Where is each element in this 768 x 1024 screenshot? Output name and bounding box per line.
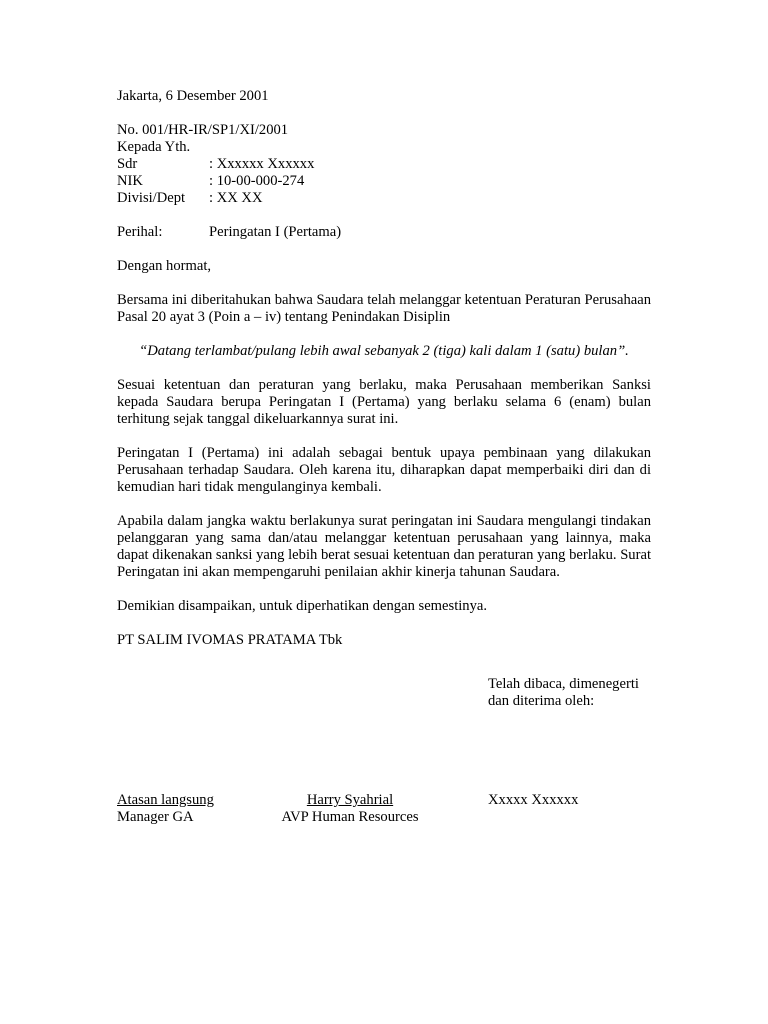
signatory-hr <box>275 792 425 826</box>
field-label: Divisi/Dept <box>117 190 186 206</box>
subject-label: Perihal: <box>117 224 163 240</box>
acknowledgement-block <box>488 676 668 710</box>
acknowledgement-line: dan diterima oleh: <box>488 693 595 709</box>
letter-number: No. 001/HR-IR/SP1/XI/2001 <box>117 122 289 138</box>
paragraph-guidance: Peringatan I (Pertama) ini adalah sebagai bentuk upaya pembinaan yang dilakukan Perusahaan terhadap Saudara. Oleh karena itu, diharapkan dapat memperbaiki diri dan di kemudian hari tidak mengulanginya kembali. <box>117 445 651 495</box>
paragraph-consequence: Apabila dalam jangka waktu berlakunya surat peringatan ini Saudara mengulangi tindakan pelanggaran yang sama dan/atau melanggar ketentuan perusahaan yang lainnya, maka dapat dikenakan sanksi yang lebih berat sesuai ketentuan dan peraturan yang berlaku. Surat Peringatan ini akan mempengaruhi penilaian akhir kinerja tahunan Saudara. <box>117 513 651 580</box>
signatory-supervisor <box>117 792 214 826</box>
signatory-position <box>488 809 578 826</box>
letter-page <box>117 88 651 825</box>
field-label: NIK <box>117 173 143 189</box>
signatory-name: Harry Syahrial <box>306 792 394 808</box>
letter-date: Jakarta, 6 Desember 2001 <box>117 88 269 104</box>
closing-line: Demikian disampaikan, untuk diperhatikan dengan semestinya. <box>117 598 488 614</box>
field-value: : Xxxxxx Xxxxxx <box>209 156 315 172</box>
signatory-name: Xxxxx Xxxxxx <box>488 792 579 808</box>
signatory-position: Manager GA <box>117 809 194 825</box>
paragraph-violation: Bersama ini diberitahukan bahwa Saudara telah melanggar ketentuan Peraturan Perusahaan Pasal 20 ayat 3 (Poin a – iv) tentang Penindakan Disiplin <box>117 292 651 325</box>
greeting: Dengan hormat, <box>117 258 212 274</box>
field-value: : 10-00-000-274 <box>209 173 305 189</box>
signatory-employee <box>488 792 578 826</box>
signatory-position: AVP Human Resources <box>281 809 419 825</box>
recipient-heading: Kepada Yth. <box>117 139 191 155</box>
paragraph-sanction: Sesuai ketentuan dan peraturan yang berlaku, maka Perusahaan memberikan Sanksi kepada Saudara berupa Peringatan I (Pertama) yang berlaku selama 6 (enam) bulan terhitung sejak tanggal dikeluarkannya surat ini. <box>117 377 651 427</box>
subject-row <box>117 224 651 241</box>
violation-quote: “Datang terlambat/pulang lebih awal sebanyak 2 (tiga) kali dalam 1 (satu) bulan”. <box>139 343 629 359</box>
signatory-name: Atasan langsung <box>117 792 214 808</box>
company-name: PT SALIM IVOMAS PRATAMA Tbk <box>117 632 343 648</box>
subject-value: Peringatan I (Pertama) <box>209 224 342 240</box>
acknowledgement-line: Telah dibaca, dimenegerti <box>488 676 639 692</box>
recipient-nik-row <box>117 173 651 190</box>
recipient-name-row <box>117 156 651 173</box>
signature-row <box>117 792 651 826</box>
field-label: Sdr <box>117 156 138 172</box>
recipient-division-row <box>117 190 651 207</box>
field-value: : XX XX <box>209 190 263 206</box>
